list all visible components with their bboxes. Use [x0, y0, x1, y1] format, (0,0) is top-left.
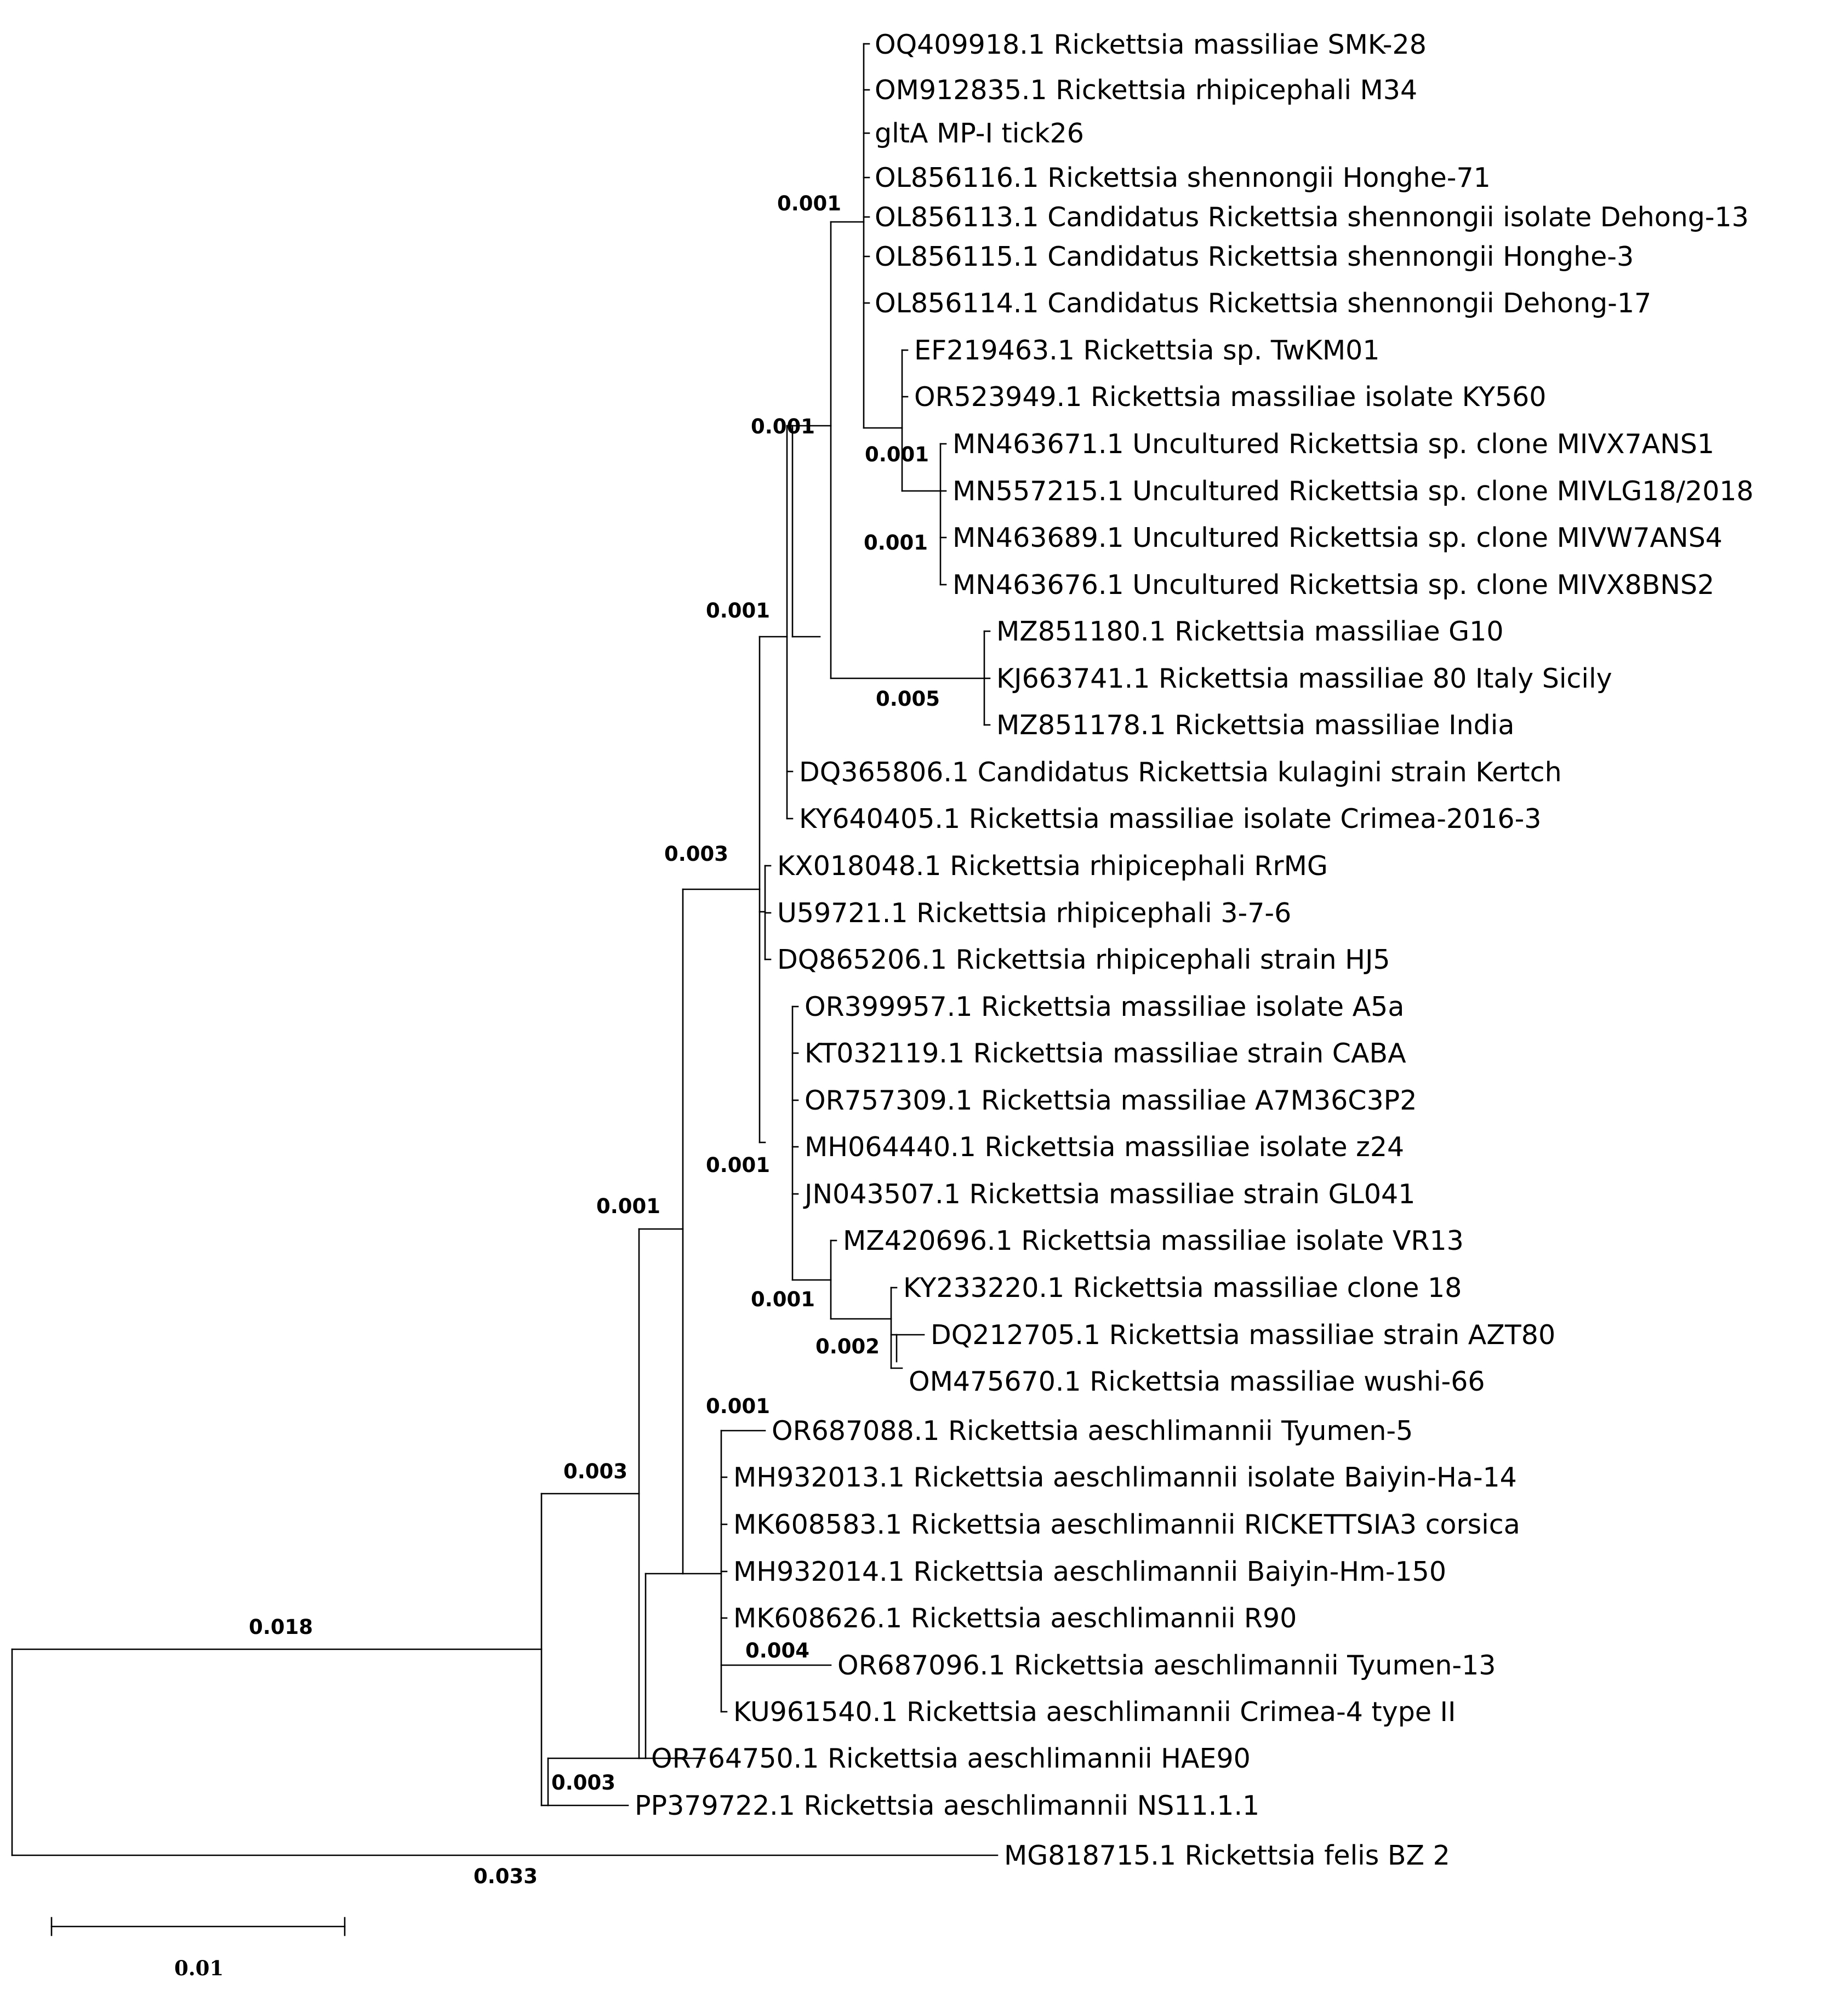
taxon-label: OR764750.1 Rickettsia aeschlimannii HAE90 [651, 1743, 1251, 1774]
taxon-label: OM912835.1 Rickettsia rhipicephali M34 [875, 75, 1418, 106]
scale-bar [52, 1918, 345, 1980]
branch-length-label: 0.033 [474, 1865, 538, 1888]
branch-length-label: 0.001 [864, 531, 928, 555]
taxon-label: OL856113.1 Candidatus Rickettsia shennongii isolate Dehong-13 [875, 202, 1749, 233]
taxon-label: OM475670.1 Rickettsia massiliae wushi-66 [909, 1366, 1485, 1397]
taxon-label: KJ663741.1 Rickettsia massiliae 80 Italy Sicily [996, 663, 1612, 694]
taxon-label: KU961540.1 Rickettsia aeschlimannii Crimea-4 type II [733, 1696, 1456, 1728]
branch-length-label: 0.001 [751, 415, 815, 438]
taxon-label: MN463689.1 Uncultured Rickettsia sp. clone MIVW7ANS4 [952, 522, 1722, 553]
taxon-label: MZ420696.1 Rickettsia massiliae isolate VR13 [843, 1225, 1464, 1256]
taxon-label: MG818715.1 Rickettsia felis BZ 2 [1004, 1840, 1450, 1871]
branch-length-label: 0.001 [706, 1153, 771, 1177]
taxon-label: MK608626.1 Rickettsia aeschlimannii R90 [733, 1603, 1297, 1634]
branch-length-label: 0.003 [551, 1771, 616, 1794]
taxon-label: OL856116.1 Rickettsia shennongii Honghe-71 [875, 162, 1491, 193]
taxon-label: OL856115.1 Candidatus Rickettsia shennongii Honghe-3 [875, 241, 1634, 272]
taxon-label: KY640405.1 Rickettsia massiliae isolate Crimea-2016-3 [799, 803, 1542, 834]
taxon-labels [635, 29, 1754, 1871]
taxon-label: KT032119.1 Rickettsia massiliae strain CABA [805, 1038, 1406, 1069]
taxon-label: MN557215.1 Uncultured Rickettsia sp. clone MIVLG18/2018 [952, 476, 1754, 507]
taxon-label: OR523949.1 Rickettsia massiliae isolate KY560 [914, 381, 1547, 413]
taxon-label: OL856114.1 Candidatus Rickettsia shennongii Dehong-17 [875, 288, 1652, 319]
taxon-label: MH064440.1 Rickettsia massiliae isolate z24 [805, 1131, 1405, 1163]
branch-length-label: 0.001 [865, 443, 929, 466]
taxon-label: PP379722.1 Rickettsia aeschlimannii NS11.1.1 [635, 1790, 1260, 1821]
taxon-label: DQ365806.1 Candidatus Rickettsia kulagini strain Kertch [799, 757, 1562, 788]
branch-length-label: 0.005 [876, 687, 940, 711]
taxon-label: U59721.1 Rickettsia rhipicephali 3-7-6 [777, 898, 1292, 929]
taxon-label: KY233220.1 Rickettsia massiliae clone 18 [903, 1272, 1462, 1304]
branch-length-label: 0.001 [596, 1194, 661, 1218]
branch-length-label: 0.004 [745, 1639, 810, 1662]
taxon-label: JN043507.1 Rickettsia massiliae strain GL041 [805, 1179, 1416, 1210]
branch-length-label: 0.001 [706, 1394, 771, 1418]
taxon-label: OR687096.1 Rickettsia aeschlimannii Tyumen-13 [837, 1650, 1496, 1681]
taxon-label: KX018048.1 Rickettsia rhipicephali RrMG [777, 850, 1328, 882]
taxon-label: OR399957.1 Rickettsia massiliae isolate A5a [805, 991, 1405, 1022]
taxon-label: OR687088.1 Rickettsia aeschlimannii Tyumen-5 [772, 1415, 1413, 1447]
taxon-label: gltA MP-I tick26 [875, 118, 1084, 149]
taxon-label: OR757309.1 Rickettsia massiliae A7M36C3P2 [805, 1085, 1417, 1116]
branch-length-label: 0.001 [706, 599, 771, 622]
taxon-label: DQ212705.1 Rickettsia massiliae strain AZT80 [931, 1319, 1556, 1351]
taxon-label: DQ865206.1 Rickettsia rhipicephali strain HJ5 [777, 944, 1390, 975]
taxon-label: EF219463.1 Rickettsia sp. TwKM01 [914, 335, 1380, 366]
taxon-label: MZ851178.1 Rickettsia massiliae India [996, 710, 1515, 741]
taxon-label: MZ851180.1 Rickettsia massiliae G10 [996, 616, 1504, 647]
branch-length-label: 0.002 [815, 1335, 880, 1358]
taxon-label: MN463671.1 Uncultured Rickettsia sp. clone MIVX7ANS1 [952, 428, 1715, 460]
branch-length-label: 0.018 [249, 1615, 313, 1639]
branch-length-label: 0.001 [777, 192, 842, 215]
branch-length-label: 0.001 [751, 1288, 815, 1311]
taxon-label: MH932014.1 Rickettsia aeschlimannii Baiyin-Hm-150 [733, 1556, 1447, 1587]
scale-bar-label: 0.01 [174, 1956, 224, 1980]
taxon-label: MH932013.1 Rickettsia aeschlimannii isolate Baiyin-Ha-14 [733, 1462, 1517, 1493]
taxon-label: OQ409918.1 Rickettsia massiliae SMK-28 [875, 29, 1427, 60]
branch-length-label: 0.003 [664, 842, 729, 866]
branch-length-label: 0.003 [563, 1460, 628, 1483]
taxon-label: MK608583.1 Rickettsia aeschlimannii RICKETTSIA3 corsica [733, 1509, 1520, 1540]
taxon-label: MN463676.1 Uncultured Rickettsia sp. clone MIVX8BNS2 [952, 569, 1715, 601]
